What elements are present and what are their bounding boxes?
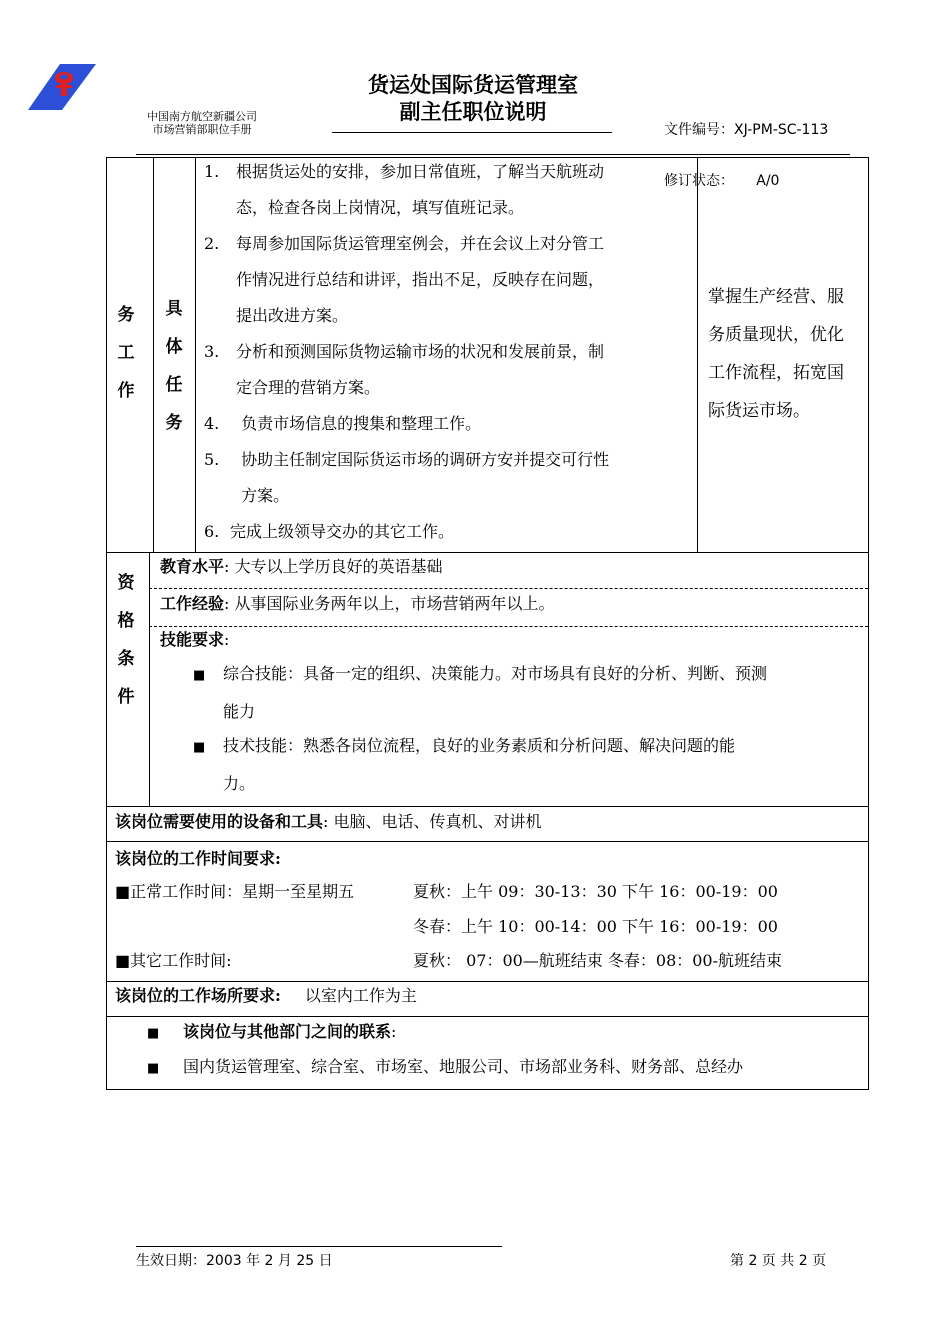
task-item <box>204 406 609 442</box>
workplace-value: 以室内工作为主 <box>304 986 417 1005</box>
company-line-1: 中国南方航空新疆公司 <box>147 110 257 123</box>
relations-value: 国内货运管理室、综合室、市场室、地服公司、市场部业务科、财务部、总经办 <box>183 1057 744 1076</box>
task-text: 分析和预测国际货物运输市场的状况和发展前景，制 <box>236 342 605 361</box>
skill-text: 综合技能：具备一定的组织、决策能力。对市场具有良好的分析、判断、预测 <box>223 664 768 683</box>
task-number: 2. <box>204 234 220 253</box>
other-hours-label: ■其它工作时间: <box>115 951 232 970</box>
duties-section-label <box>112 296 140 410</box>
airline-logo-icon <box>28 64 96 112</box>
relations-label: 该岗位与其他部门之间的联系 <box>183 1022 392 1041</box>
label-char: 务 <box>165 413 183 433</box>
task-item <box>204 334 609 370</box>
title-line-1: 货运处国际货运管理室 <box>368 73 578 97</box>
other-hours-value: 夏秋： 07：00—航班结束 冬春：08：00-航班结束 <box>413 951 783 970</box>
task-item <box>204 298 609 334</box>
task-text: 完成上级领导交办的其它工作。 <box>230 522 455 541</box>
label-char: 工 <box>117 343 135 363</box>
skill-comprehensive <box>193 656 767 730</box>
doc-number: 文件编号：XJ-PM-SC-113 <box>664 122 829 138</box>
label-char: 资 <box>117 573 135 593</box>
education-label: 教育水平 <box>160 557 225 576</box>
label-char: 务 <box>117 305 135 325</box>
equipment-value: : 电脑、电话、传真机、对讲机 <box>323 812 542 831</box>
task-text: 每周参加国际货运管理室例会，并在会议上对分管工 <box>236 234 605 253</box>
task-text: 协助主任制定国际货运市场的调研方安并提交可行性 <box>236 450 610 469</box>
skill-text: 技术技能：熟悉各岗位流程，良好的业务素质和分析问题、解决问题的能 <box>223 736 736 755</box>
page-title <box>330 72 616 126</box>
divider <box>107 552 868 553</box>
task-number: 5. <box>204 450 220 469</box>
company-name <box>140 110 264 136</box>
experience-label: 工作经验 <box>160 594 225 613</box>
equipment-requirement <box>115 811 542 833</box>
skills-colon: : <box>224 630 230 649</box>
task-item <box>204 478 609 514</box>
divider <box>149 552 150 806</box>
task-number: 4. <box>204 414 220 433</box>
bullet-icon: ■ <box>147 1061 160 1076</box>
task-text: 提出改进方案。 <box>236 306 349 325</box>
task-number: 6. <box>204 522 220 541</box>
task-item <box>204 262 609 298</box>
task-item <box>204 370 609 406</box>
specific-tasks-label <box>160 290 188 442</box>
label-char: 具 <box>165 299 183 319</box>
task-item <box>204 190 609 226</box>
bullet-icon: ■ <box>193 668 206 683</box>
duty-goal <box>708 278 868 430</box>
divider <box>697 158 698 552</box>
normal-hours-label: ■正常工作时间：星期一至星期五 <box>115 882 355 901</box>
company-line-2: 市场营销部职位手册 <box>152 123 252 136</box>
task-text: 根据货运处的安排，参加日常值班，了解当天航班动 <box>236 162 605 181</box>
task-number: 3. <box>204 342 220 361</box>
title-line-2: 副主任职位说明 <box>399 100 547 124</box>
normal-hours-summer: 夏秋：上午 09：30-13：30 下午 16：00-19：00 <box>413 882 778 901</box>
label-char: 任 <box>165 375 183 395</box>
divider <box>107 806 868 807</box>
relations-colon: : <box>391 1022 397 1041</box>
task-item <box>204 154 609 190</box>
task-item <box>204 442 609 478</box>
dashed-divider <box>149 588 868 589</box>
qualifications-section-label <box>112 564 140 716</box>
relations-requirement <box>147 1021 396 1045</box>
experience-requirement <box>160 593 555 615</box>
goal-line: 掌握生产经营、服 <box>708 287 844 307</box>
label-char: 件 <box>117 687 135 707</box>
experience-value: : 从事国际业务两年以上，市场营销两年以上。 <box>224 594 555 613</box>
job-description-table <box>106 157 869 1090</box>
divider <box>107 1016 868 1017</box>
workplace-requirement <box>115 985 417 1007</box>
task-text: 作情况进行总结和讲评，指出不足，反映存在问题， <box>236 270 605 289</box>
label-char: 体 <box>165 337 183 357</box>
work-time-label: 该岗位的工作时间要求: <box>115 849 281 868</box>
workplace-label: 该岗位的工作场所要求: <box>115 986 281 1005</box>
normal-hours-winter: 冬春：上午 10：00-14：00 下午 16：00-19：00 <box>413 917 778 936</box>
title-underline <box>332 132 612 133</box>
skill-text: 能力 <box>223 702 256 721</box>
goal-line: 务质量现状，优化 <box>708 325 844 345</box>
task-text: 定合理的营销方案。 <box>236 378 381 397</box>
task-item <box>204 514 609 550</box>
education-requirement <box>160 556 443 578</box>
divider <box>153 158 154 552</box>
task-list <box>204 154 609 550</box>
label-char: 格 <box>117 611 135 631</box>
equipment-label: 该岗位需要使用的设备和工具 <box>115 812 324 831</box>
task-text: 负责市场信息的搜集和整理工作。 <box>236 414 482 433</box>
divider <box>107 981 868 982</box>
skills-requirement <box>160 629 229 651</box>
task-text: 态，检查各岗上岗情况，填写值班记录。 <box>236 198 525 217</box>
footer-divider <box>136 1246 502 1247</box>
task-number: 1. <box>204 162 220 181</box>
effective-date: 生效日期：2003 年 2 月 25 日 <box>136 1253 333 1269</box>
label-char: 作 <box>117 381 135 401</box>
divider <box>107 841 868 842</box>
revision-status: 修订状态： A/0 <box>664 173 780 189</box>
divider <box>195 158 196 552</box>
task-text: 方案。 <box>236 486 290 505</box>
dashed-divider <box>149 626 868 627</box>
goal-line: 际货运市场。 <box>708 401 810 421</box>
bullet-icon: ■ <box>193 740 206 755</box>
education-value: : 大专以上学历良好的英语基础 <box>224 557 443 576</box>
task-item <box>204 226 609 262</box>
skill-text: 力。 <box>223 774 256 793</box>
skills-label: 技能要求 <box>160 630 225 649</box>
label-char: 条 <box>117 649 135 669</box>
goal-line: 工作流程，拓宽国 <box>708 363 844 383</box>
page-number: 第 2 页 共 2 页 <box>730 1253 827 1269</box>
relations-departments <box>147 1056 743 1080</box>
skill-technical <box>193 728 735 802</box>
bullet-icon: ■ <box>147 1026 160 1041</box>
